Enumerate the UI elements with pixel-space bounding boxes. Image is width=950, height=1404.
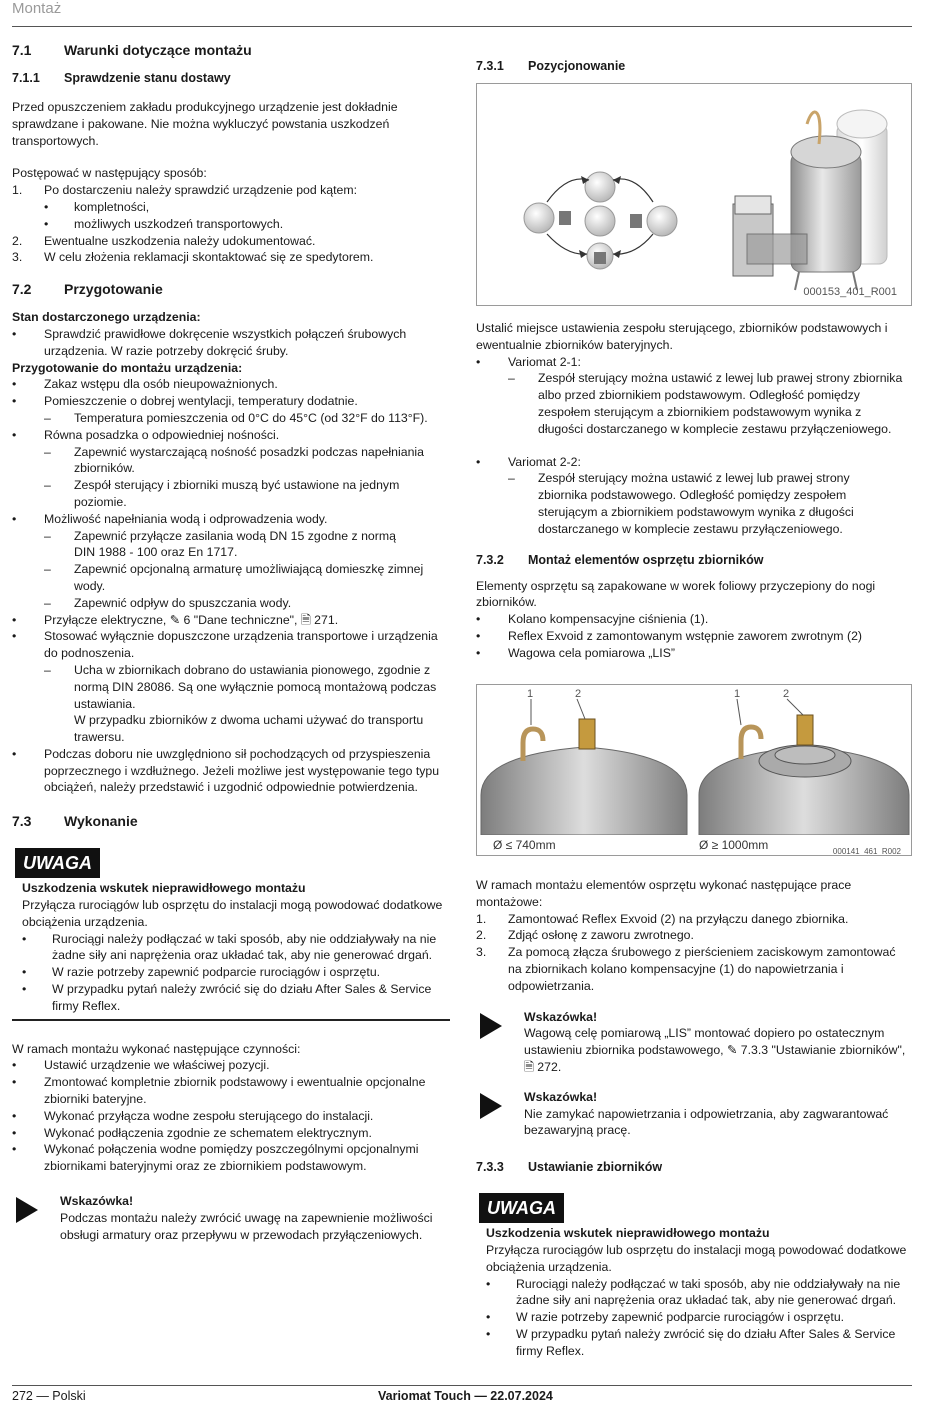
action-item: • Wykonać połączenia wodne pomiędzy poszczególnymi opcjonalnymi zbiornikami bateryjnymi oraz ze zbiornikiem podstawowym. — [12, 1141, 452, 1175]
hint-arrow-icon — [480, 1013, 502, 1039]
accessory-item: • Kolano kompensacyjne ciśnienia (1). — [476, 611, 916, 628]
positioning-illustration — [477, 84, 912, 306]
variomat-2-1-text: – Zespół sterujący można ustawić z lewej lub prawej strony zbiornika albo przed zbiornikiem podstawowym. Odległość pomiędzy zespołem sterującym a zbiornikiem podstawowym wynika z długości dostarczanego w komplecie zestawu przyłączeniowego. — [476, 370, 906, 437]
prep-sub-item: – Zapewnić wystarczającą nośność posadzki podczas napełniania zbiorników. — [12, 444, 432, 478]
prep-item: • Stosować wyłącznie dopuszczone urządzenia transportowe i urządzenia do podnoszenia. — [12, 628, 452, 662]
prep-sub-item: – Zapewnić odpływ do spuszczania wody. — [12, 595, 452, 612]
variomat-2-2-label: • Variomat 2-2: — [476, 454, 916, 471]
warning-title: Uszkodzenia wskutek nieprawidłowego montażu — [22, 881, 306, 896]
prep-item-electrical[interactable]: • Przyłącze elektryczne, ✎ 6 "Dane techniczne", 🗎 271. — [12, 612, 452, 629]
hint-text: Podczas montażu należy zwrócić uwagę na zapewnienie możliwości obsługi armatury oraz przepływu w przewodach przyłączeniowych. — [60, 1210, 433, 1242]
warning-box — [12, 848, 450, 1020]
step-2: 2. Ewentualne uszkodzenia należy udokumentować. — [12, 233, 316, 248]
step-1-sub-item: • możliwych uszkodzeń transportowych. — [12, 216, 452, 233]
hint-title: Wskazówka! — [524, 1009, 598, 1024]
hint-text: Nie zamykać napowietrzania i odpowietrzania, aby zagwarantować bezawaryjną pracę. — [524, 1106, 889, 1138]
work-step: 3. Za pomocą złącza śrubowego z pierścieniem zaciskowym zamontować na zbiornikach kolano kompensacyjne (1) do napowietrzania i odpowietrzania. — [476, 945, 896, 993]
warning-text: Przyłącza rurociągów lub osprzętu do instalacji mogą powodować dodatkowe obciążenia urządzenia. — [486, 1242, 907, 1274]
accessory-item: • Wagowa cela pomiarowa „LIS” — [476, 645, 916, 662]
preparation-title: Przygotowanie do montażu urządzenia: — [12, 360, 243, 375]
page-header-title: Montaż — [12, 0, 62, 17]
prep-item: • Pomieszczenie o dobrej wentylacji, temperatury dodatnie. — [12, 393, 452, 410]
diameter-label-small: Ø ≤ 740mm — [493, 838, 556, 852]
warning-item: • Rurociągi należy podłączać w taki sposób, aby nie oddziaływały na nie żadne siły ani naprężenia oraz układać tak, aby nie generować drgań. — [22, 931, 450, 965]
prep-item: • Podczas doboru nie uwzględniono sił pochodzących od przyspieszenia poprzecznego i wzdłużnego. Jeżeli możliwe jest występowanie tego typu obciążeń, należy przedstawić i uzgodnić odpowiednie potwierdzenia. — [12, 746, 450, 796]
right-column-body — [476, 320, 916, 662]
callout-1: 1 — [527, 688, 534, 700]
step-1-sub-item: • kompletności, — [12, 199, 452, 216]
warning-tag: UWAGA — [15, 848, 100, 878]
figure-code: 000153_401_R001 — [803, 286, 897, 299]
action-item: • Wykonać podłączenia zgodnie ze schematem elektrycznym. — [12, 1125, 452, 1142]
diameter-label-large: Ø ≥ 1000mm — [699, 838, 769, 852]
section-7-1-1-heading: 7.1.1 Sprawdzenie stanu dostawy — [12, 71, 231, 85]
prep-item: • Równa posadzka o odpowiedniej nośności. — [12, 427, 452, 444]
warning-item: • W razie potrzeby zapewnić podparcie rurociągów i osprzętu. — [22, 964, 450, 981]
left-column — [12, 41, 452, 1243]
footer-page-language: 272 — Polski — [12, 1389, 86, 1403]
section-7-1-heading: 7.1 Warunki dotyczące montażu — [12, 42, 252, 58]
section-7-3-heading: 7.3 Wykonanie — [12, 813, 138, 830]
action-item: • Zmontować kompletnie zbiornik podstawowy i ewentualnie opcjonalne zbiorniki bateryjne. — [12, 1074, 452, 1108]
warning-item: • Rurociągi należy podłączać w taki sposób, aby nie oddziaływały na nie żadne siły ani naprężenia oraz układać tak, aby nie generować drgań. — [486, 1276, 912, 1310]
warning-item: • W przypadku pytań należy zwrócić się do działu After Sales & Service firmy Reflex. — [486, 1326, 912, 1360]
delivery-intro-text: Przed opuszczeniem zakładu produkcyjnego urządzenie jest dokładnie sprawdzane i pakowane. Nie można wykluczyć powstania uszkodzeń transportowych. — [12, 100, 398, 148]
accessories-intro: Elementy osprzętu są zapakowane w worek foliowy przyczepiony do nogi zbiorników. — [476, 578, 876, 610]
tank-accessories-figure — [476, 684, 912, 856]
prep-item: • Możliwość napełniania wodą i odprowadzenia wody. — [12, 511, 452, 528]
warning-text: Przyłącza rurociągów lub osprzętu do instalacji mogą powodować dodatkowe obciążenia urządzenia. — [22, 898, 443, 929]
hint-title: Wskazówka! — [60, 1194, 134, 1209]
figure-code: 000141_461_R002 — [832, 847, 901, 856]
hint-arrow-icon — [480, 1093, 502, 1119]
prep-sub-item-continuation: DIN 1988 - 100 oraz En 1717. — [74, 545, 238, 560]
prep-sub-item: – Ucha w zbiornikach dobrano do ustawiania pionowego, zgodnie z normą DIN 28086. Są one wyłącznie pomocą montażową podczas ustawiania. — [12, 662, 442, 712]
hint-title: Wskazówka! — [524, 1089, 598, 1104]
work-step: 1. Zamontować Reflex Exvoid (2) na przyłączu danego zbiornika. — [476, 911, 849, 926]
section-7-3-2-heading: 7.3.2 Montaż elementów osprzętu zbiorników — [476, 552, 764, 567]
positioning-figure — [476, 83, 912, 306]
variomat-2-1-label: • Variomat 2-1: — [476, 354, 916, 371]
right-column — [476, 58, 916, 74]
hint-box — [476, 1009, 916, 1076]
warning-item: • W przypadku pytań należy zwrócić się do działu After Sales & Service firmy Reflex. — [22, 981, 450, 1015]
callout-1: 1 — [734, 688, 741, 700]
procedure-label: Postępować w następujący sposób: — [12, 166, 207, 181]
positioning-intro: Ustalić miejsce ustawienia zespołu sterującego, zbiorników podstawowych i ewentualnie zbiorników bateryjnych. — [476, 321, 888, 352]
prep-sub-item: – Zapewnić przyłącze zasilania wodą DN 15 zgodne z normą — [12, 528, 452, 545]
hint-box — [12, 1193, 452, 1243]
callout-2: 2 — [783, 688, 790, 700]
hint-arrow-icon — [16, 1197, 38, 1223]
header-divider — [12, 26, 912, 27]
section-7-3-3-heading: 7.3.3 Ustawianie zbiorników — [476, 1160, 663, 1175]
hint-text[interactable]: Wagową celę pomiarową „LIS” montować dopiero po ostatecznym ustawieniu zbiornika podstawowego, ✎ 7.3.3 "Ustawianie zbiorników", 🗎 272. — [524, 1026, 906, 1074]
warning-title: Uszkodzenia wskutek nieprawidłowego montażu — [486, 1226, 770, 1241]
prep-item: • Zakaz wstępu dla osób nieupoważnionych. — [12, 376, 452, 393]
step-1: 1. Po dostarczeniu należy sprawdzić urządzenie pod kątem: — [12, 183, 358, 198]
work-step: 2. Zdjąć osłonę z zaworu zwrotnego. — [476, 928, 694, 943]
delivered-state-title: Stan dostarczonego urządzenia: — [12, 310, 201, 325]
accessory-item: • Reflex Exvoid z zamontowanym wstępnie zaworem zwrotnym (2) — [476, 628, 916, 645]
warning-box — [476, 1193, 912, 1359]
actions-intro: W ramach montażu wykonać następujące czynności: — [12, 1041, 301, 1056]
prep-sub-item: – Zespół sterujący i zbiorniki muszą być ustawione na jednym poziomie. — [12, 477, 452, 511]
warning-tag: UWAGA — [479, 1193, 564, 1223]
prep-sub-item: – Temperatura pomieszczenia od 0°C do 45°C (od 32°F do 113°F). — [12, 410, 452, 427]
warning-item: • W razie potrzeby zapewnić podparcie rurociągów i osprzętu. — [486, 1309, 912, 1326]
section-7-3-1-heading: 7.3.1 Pozycjonowanie — [476, 59, 626, 73]
callout-2: 2 — [575, 688, 582, 700]
footer-divider — [12, 1385, 912, 1386]
tank-accessories-illustration — [477, 685, 912, 856]
hint-box — [476, 1089, 916, 1139]
work-intro: W ramach montażu elementów osprzętu wykonać następujące prace montażowe: — [476, 878, 852, 909]
step-3: 3. W celu złożenia reklamacji skontaktować się ze spedytorem. — [12, 250, 374, 265]
section-7-2-heading: 7.2 Przygotowanie — [12, 281, 163, 298]
action-item: • Wykonać przyłącza wodne zespołu sterującego do instalacji. — [12, 1108, 452, 1125]
delivered-state-item: • Sprawdzić prawidłowe dokręcenie wszystkich połączeń śrubowych urządzenia. W razie potrzeby dokręcić śruby. — [12, 326, 452, 360]
right-column-lower — [476, 877, 916, 1360]
variomat-2-2-text: – Zespół sterujący można ustawić z lewej lub prawej strony zbiornika podstawowego. Odległość pomiędzy zespołem sterującym a zbiornikiem podstawowym wynika z długości dostarczanego w komplecie zestawu przyłączeniowego. — [476, 470, 901, 537]
prep-sub-item-continuation: W przypadku zbiorników z dwoma uchami używać do transportu trawersu. — [74, 713, 424, 745]
action-item: • Ustawić urządzenie we właściwej pozycji. — [12, 1057, 452, 1074]
prep-sub-item: – Zapewnić opcjonalną armaturę umożliwiającą domieszkę zimnej wody. — [12, 561, 452, 595]
footer-product-date: Variomat Touch — 22.07.2024 — [378, 1389, 553, 1403]
